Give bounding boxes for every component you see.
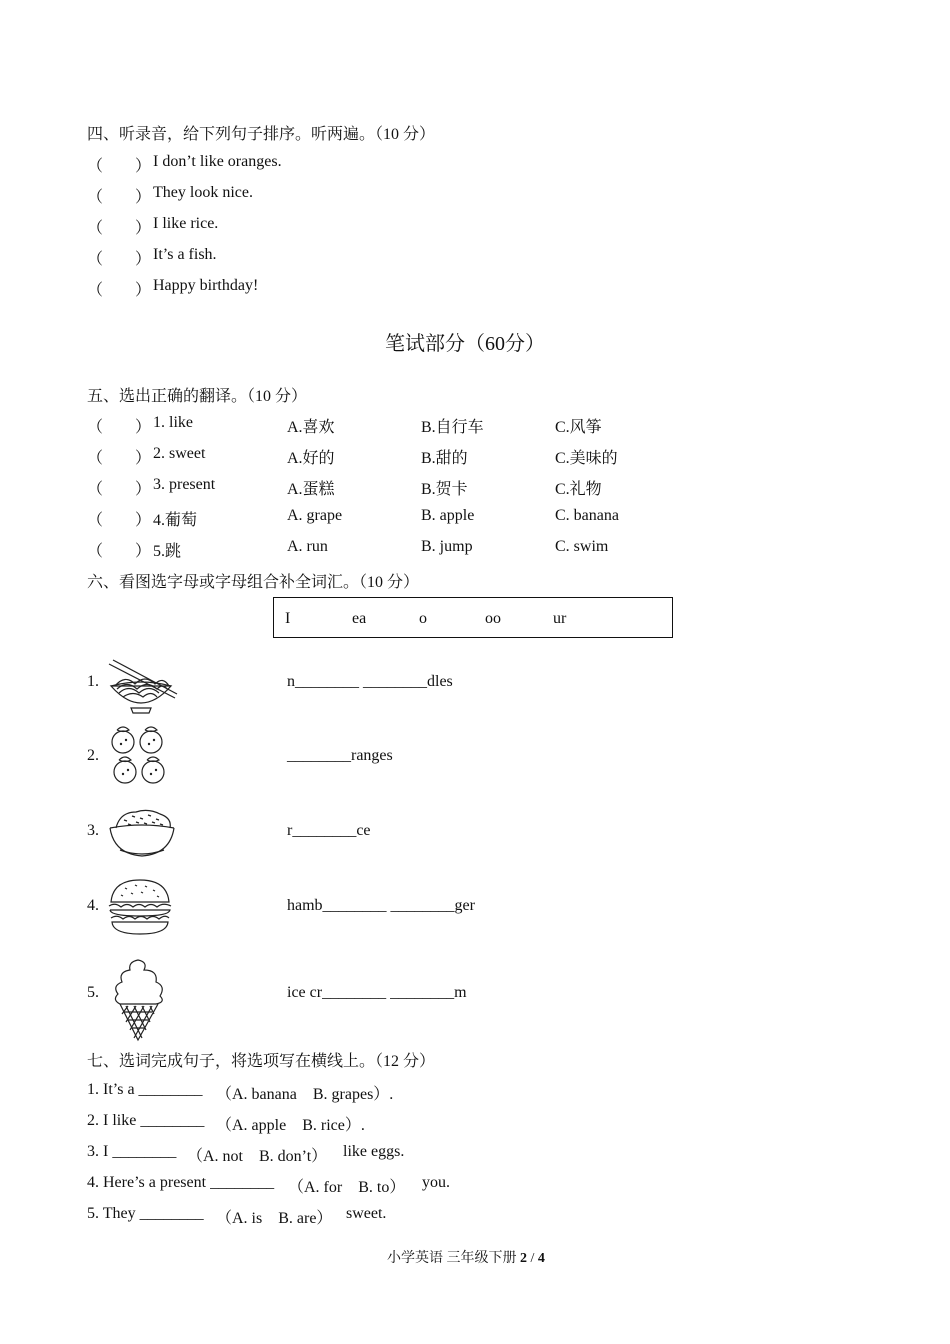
fill-blank[interactable]: ________ranges — [287, 747, 393, 764]
sentence-blank[interactable]: 5. They ________ — [87, 1205, 204, 1222]
page-footer — [387, 1247, 545, 1267]
option-b: B. apple — [421, 507, 475, 524]
option-a: A. grape — [287, 507, 343, 524]
answer-paren[interactable]: （ ） — [87, 282, 152, 299]
question: 3. present — [153, 476, 216, 493]
section7-heading: 七、选词完成句子，将选项写在横线上。（12 分） — [87, 1053, 436, 1070]
letter-option: o — [419, 610, 427, 627]
answer-paren[interactable]: （ ） — [87, 251, 152, 268]
page-number: 2 — [520, 1251, 527, 1266]
rice-bowl-icon — [106, 806, 178, 860]
answer-paren[interactable]: （ ） — [87, 220, 152, 237]
option-b: B.自行车 — [421, 419, 484, 436]
letter-option: ea — [352, 610, 367, 627]
letter-options-box — [273, 597, 673, 638]
answer-paren[interactable]: （ ） — [87, 450, 152, 467]
section5-heading: 五、选出正确的翻译。（10 分） — [87, 388, 308, 405]
option-c: C.风筝 — [555, 419, 602, 436]
answer-paren[interactable]: （ ） — [87, 189, 152, 206]
section4-heading: 四、听录音，给下列句子排序。听两遍。（10 分） — [87, 126, 436, 143]
ice-cream-icon — [108, 956, 170, 1042]
footer-text: 小学英语 三年级下册 — [387, 1251, 517, 1266]
answer-paren[interactable]: （ ） — [87, 543, 152, 560]
question: 5.跳 — [153, 543, 182, 560]
question: 2. sweet — [153, 445, 206, 462]
oranges-icon — [107, 722, 171, 788]
hamburger-icon — [107, 876, 173, 938]
word-choices: （A. not B. don’t） — [187, 1148, 328, 1165]
sentence-blank[interactable]: 2. I like ________ — [87, 1112, 205, 1129]
sentence: I like rice. — [153, 215, 219, 232]
sentence-blank[interactable]: 1. It’s a ________ — [87, 1081, 203, 1098]
option-a: A.喜欢 — [287, 419, 335, 436]
question: 4.葡萄 — [153, 512, 198, 529]
letter-option: ur — [553, 610, 567, 627]
sentence: They look nice. — [153, 184, 253, 201]
answer-paren[interactable]: （ ） — [87, 419, 152, 436]
sentence: I don’t like oranges. — [153, 153, 282, 170]
sentence: It’s a fish. — [153, 246, 217, 263]
noodles-bowl-icon — [105, 656, 177, 718]
item-number: 2. — [87, 747, 99, 764]
item-number: 3. — [87, 822, 99, 839]
option-b: B.贺卡 — [421, 481, 468, 498]
page-total: 4 — [537, 1251, 545, 1266]
written-part-title: 笔试部分（60分） — [385, 333, 545, 355]
fill-blank[interactable]: r________ce — [287, 822, 371, 839]
sentence-tail: you. — [422, 1174, 450, 1191]
sentence-blank[interactable]: 3. I ________ — [87, 1143, 177, 1160]
sentence-tail: sweet. — [346, 1205, 387, 1222]
word-choices: （A. banana B. grapes）. — [216, 1086, 394, 1103]
option-b: B.甜的 — [421, 450, 468, 467]
fill-blank[interactable]: ice cr________ ________m — [287, 984, 467, 1001]
page-separator: / — [530, 1251, 535, 1266]
word-choices: （A. for B. to） — [288, 1179, 406, 1196]
sentence-blank[interactable]: 4. Here’s a present ________ — [87, 1174, 275, 1191]
option-c: C.礼物 — [555, 481, 602, 498]
word-choices: （A. apple B. rice）. — [216, 1117, 365, 1134]
word-choices: （A. is B. are） — [216, 1210, 333, 1227]
option-c: C. banana — [555, 507, 619, 524]
option-a: A.好的 — [287, 450, 335, 467]
option-c: C. swim — [555, 538, 609, 555]
option-b: B. jump — [421, 538, 473, 555]
letter-option: I — [285, 610, 291, 627]
letter-option: oo — [485, 610, 501, 627]
item-number: 4. — [87, 897, 99, 914]
sentence: Happy birthday! — [153, 277, 259, 294]
item-number: 1. — [87, 673, 99, 690]
section6-heading: 六、看图选字母或字母组合补全词汇。（10 分） — [87, 574, 420, 591]
answer-paren[interactable]: （ ） — [87, 512, 152, 529]
answer-paren[interactable]: （ ） — [87, 158, 152, 175]
item-number: 5. — [87, 984, 99, 1001]
option-a: A.蛋糕 — [287, 481, 335, 498]
sentence-tail: like eggs. — [343, 1143, 405, 1160]
option-a: A. run — [287, 538, 328, 555]
question: 1. like — [153, 414, 193, 431]
fill-blank[interactable]: hamb________ ________ger — [287, 897, 475, 914]
option-c: C.美味的 — [555, 450, 618, 467]
fill-blank[interactable]: n________ ________dles — [287, 673, 453, 690]
answer-paren[interactable]: （ ） — [87, 481, 152, 498]
